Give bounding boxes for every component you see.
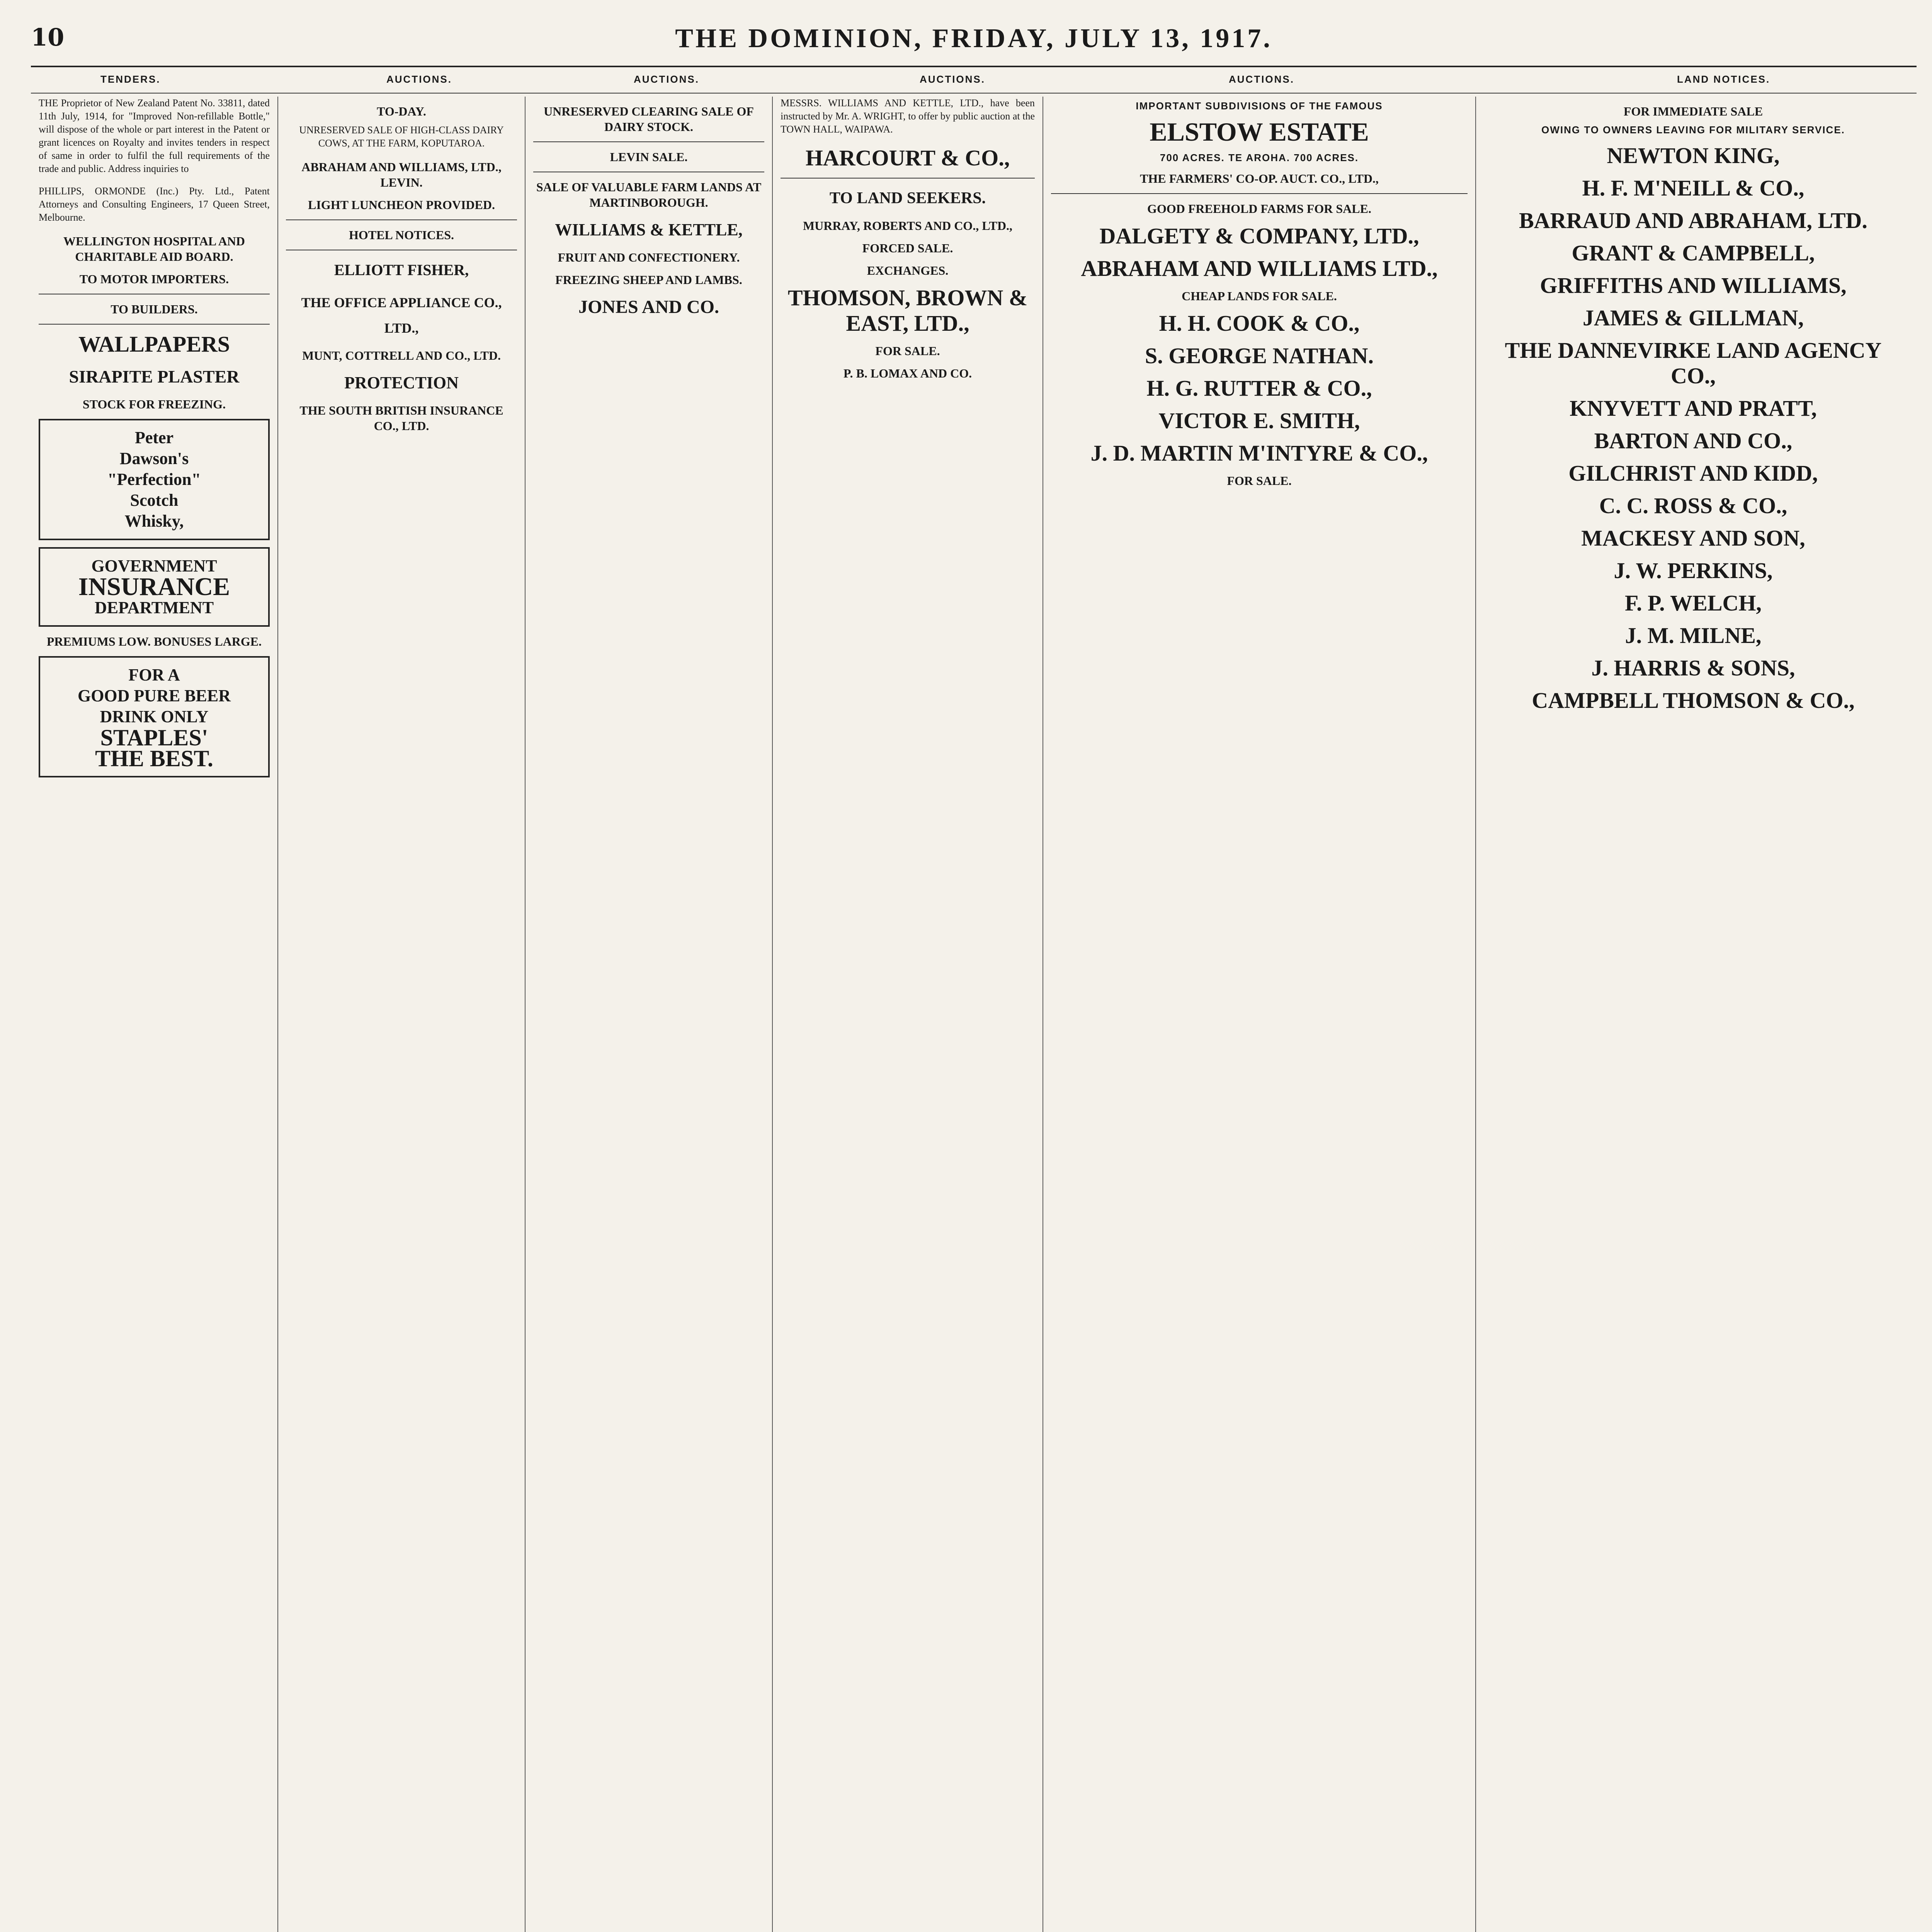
grant-campbell: GRANT & CAMPBELL, [1571, 240, 1815, 265]
whisky-advert [39, 419, 270, 540]
thomson-brown-east: THOMSON, BROWN & EAST, LTD., [787, 285, 1028, 336]
column-land-notices [1476, 97, 1910, 1932]
martinborough-sale: SALE OF VALUABLE FARM LANDS AT MARTINBOROUGH. [536, 180, 762, 209]
forced-sale: FORCED SALE. [862, 241, 953, 255]
waipawa-auction: MESSRS. WILLIAMS AND KETTLE, LTD., have been instructed by Mr. A. WRIGHT, to offer by public auction at the TOWN HALL, WAIPAWA. [781, 97, 1035, 135]
martin-mintyre: J. D. MARTIN M'INTYRE & CO., [1090, 440, 1428, 466]
advert-line: GOVERNMENT [91, 556, 217, 575]
elstow-acres: 700 ACRES. TE AROHA. 700 ACRES. [1160, 152, 1359, 163]
divider [39, 324, 270, 325]
page-number: 10 [31, 23, 65, 51]
fp-welch: F. P. WELCH, [1624, 590, 1762, 616]
gilchrist-kidd: GILCHRIST AND KIDD, [1568, 461, 1818, 486]
freezing-sheep: FREEZING SHEEP AND LAMBS. [555, 273, 742, 287]
wallpapers-heading: WALLPAPERS [78, 332, 230, 357]
good-freehold: GOOD FREEHOLD FARMS FOR SALE. [1147, 202, 1371, 216]
newspaper-title: THE DOMINION, FRIDAY, JULY 13, 1917. [675, 24, 1272, 53]
insurance-advert [39, 547, 270, 627]
farmers-coop: THE FARMERS' CO-OP. AUCT. CO., LTD., [1140, 172, 1379, 185]
exchanges: EXCHANGES. [867, 264, 949, 277]
elstow-estate: ELSTOW ESTATE [1150, 117, 1369, 146]
advert-line: GOOD PURE BEER [77, 686, 231, 705]
advert-line: INSURANCE [78, 573, 230, 601]
cheap-lands: CHEAP LANDS FOR SALE. [1182, 289, 1337, 303]
jm-milne: J. M. MILNE, [1625, 623, 1762, 648]
divider [286, 219, 517, 220]
beer-advert [39, 656, 270, 777]
patent-attorneys: PHILLIPS, ORMONDE (Inc.) Pty. Ltd., Patent Attorneys and Consulting Engineers, 17 Queen Street, Melbourne. [39, 185, 270, 223]
advert-line: "Perfection" [107, 470, 201, 489]
hf-mneill: H. F. M'NEILL & CO., [1582, 175, 1804, 201]
south-british: THE SOUTH BRITISH INSURANCE CO., LTD. [299, 403, 503, 433]
divider [781, 178, 1035, 179]
office-appliance: THE OFFICE APPLIANCE CO., LTD., [301, 295, 502, 336]
protection-heading: PROTECTION [344, 373, 459, 392]
advert-line: DEPARTMENT [94, 598, 214, 617]
heading-auctions-3: AUCTIONS. [920, 73, 985, 85]
advert-line: FOR A [128, 665, 180, 684]
george-nathan: S. GEORGE NATHAN. [1145, 343, 1374, 368]
advert-line: DRINK ONLY [100, 707, 209, 726]
victor-smith: VICTOR E. SMITH, [1158, 408, 1360, 433]
for-sale: FOR SALE. [875, 344, 940, 358]
dairy-cows-sale: UNRESERVED SALE OF HIGH-CLASS DAIRY COWS, AT THE FARM, KOPUTAROA. [299, 124, 504, 149]
for-sale-2: FOR SALE. [1227, 474, 1292, 488]
fruit-confectionery: FRUIT AND CONFECTIONERY. [558, 250, 740, 264]
divider [1051, 193, 1468, 194]
knyvett-pratt: KNYVETT AND PRATT, [1570, 396, 1817, 421]
jw-perkins: J. W. PERKINS, [1614, 558, 1773, 583]
dannevirke-land: THE DANNEVIRKE LAND AGENCY CO., [1505, 338, 1882, 388]
heading-auctions-2: AUCTIONS. [634, 73, 699, 85]
barton-co: BARTON AND CO., [1594, 428, 1793, 453]
murray-roberts: MURRAY, ROBERTS AND CO., LTD., [803, 219, 1013, 233]
j-harris: J. HARRIS & SONS, [1591, 655, 1795, 680]
premiums-line: PREMIUMS LOW. BONUSES LARGE. [46, 634, 262, 648]
lomax: P. B. LOMAX AND CO. [843, 366, 972, 380]
advert-line: STAPLES' [100, 725, 208, 750]
hotel-notices-heading: HOTEL NOTICES. [349, 228, 454, 242]
advert-line: Dawson's [119, 449, 189, 468]
munt-cottrell: MUNT, COTTRELL AND CO., LTD. [302, 349, 501, 362]
military-service: OWING TO OWNERS LEAVING FOR MILITARY SERVICE. [1541, 124, 1845, 136]
williams-kettle: WILLIAMS & KETTLE, [555, 220, 743, 239]
newton-king: NEWTON KING, [1607, 143, 1780, 168]
heading-land-notices: LAND NOTICES. [1677, 73, 1770, 85]
stock-freezing-heading: STOCK FOR FREEZING. [82, 397, 226, 411]
heading-tenders: TENDERS. [100, 73, 161, 85]
advert-line: Whisky, [124, 512, 184, 531]
luncheon-note: LIGHT LUNCHEON PROVIDED. [308, 198, 495, 212]
masthead [31, 23, 1917, 67]
harcourt: HARCOURT & CO., [805, 145, 1010, 170]
hg-rutter: H. G. RUTTER & CO., [1146, 376, 1372, 401]
column-headings [31, 73, 1917, 94]
divider [533, 141, 764, 142]
abraham-williams-ltd: ABRAHAM AND WILLIAMS LTD., [1081, 256, 1438, 281]
advert-line: Scotch [130, 491, 179, 510]
griffiths-williams: GRIFFITHS AND WILLIAMS, [1540, 273, 1847, 298]
land-seekers: TO LAND SEEKERS. [829, 189, 986, 207]
clearing-sale: UNRESERVED CLEARING SALE OF DAIRY STOCK. [544, 104, 754, 134]
abraham-williams: ABRAHAM AND WILLIAMS, LTD., LEVIN. [301, 160, 502, 189]
mackesy-son: MACKESY AND SON, [1581, 526, 1805, 551]
builders-heading: TO BUILDERS. [111, 302, 198, 316]
jones-and-co: JONES AND CO. [578, 297, 719, 317]
hh-cook: H. H. COOK & CO., [1159, 311, 1360, 336]
campbell-thomson: CAMPBELL THOMSON & CO., [1532, 688, 1855, 713]
subdivisions-heading: IMPORTANT SUBDIVISIONS OF THE FAMOUS [1136, 100, 1383, 112]
hospital-board-heading: WELLINGTON HOSPITAL AND CHARITABLE AID BOARD. [63, 234, 245, 264]
column-auctions-1 [278, 97, 526, 1932]
advert-line: THE BEST. [95, 746, 213, 771]
patent-notice: THE Proprietor of New Zealand Patent No. 33811, dated 11th July, 1914, for "Improved Non-refillable Bottle," will dispose of the whole or part interest in the Patent or grant licences on Royalty and invites tenders in respect of same in order to fulfil the full requirements of the trade and public. Address inquiries to [39, 97, 270, 174]
column-auctions-4 [1043, 97, 1476, 1932]
barraud-abraham: BARRAUD AND ABRAHAM, LTD. [1519, 208, 1867, 233]
sirapite-heading: SIRAPITE PLASTER [69, 367, 240, 386]
column-tenders [31, 97, 278, 1932]
today-heading: TO-DAY. [377, 104, 426, 118]
column-auctions-2 [526, 97, 773, 1932]
immediate-sale: FOR IMMEDIATE SALE [1623, 104, 1763, 118]
levin-sale: LEVIN SALE. [610, 150, 688, 164]
heading-auctions-4: AUCTIONS. [1229, 73, 1294, 85]
elliott-fisher: ELLIOTT FISHER, [334, 261, 469, 279]
james-gillman: JAMES & GILLMAN, [1583, 305, 1804, 330]
cc-ross: C. C. ROSS & CO., [1599, 493, 1787, 518]
heading-auctions-1: AUCTIONS. [386, 73, 452, 85]
motor-importers-heading: TO MOTOR IMPORTERS. [79, 272, 229, 286]
advert-line: Peter [134, 428, 174, 447]
dalgety: DALGETY & COMPANY, LTD., [1099, 223, 1419, 248]
column-auctions-3 [773, 97, 1043, 1932]
